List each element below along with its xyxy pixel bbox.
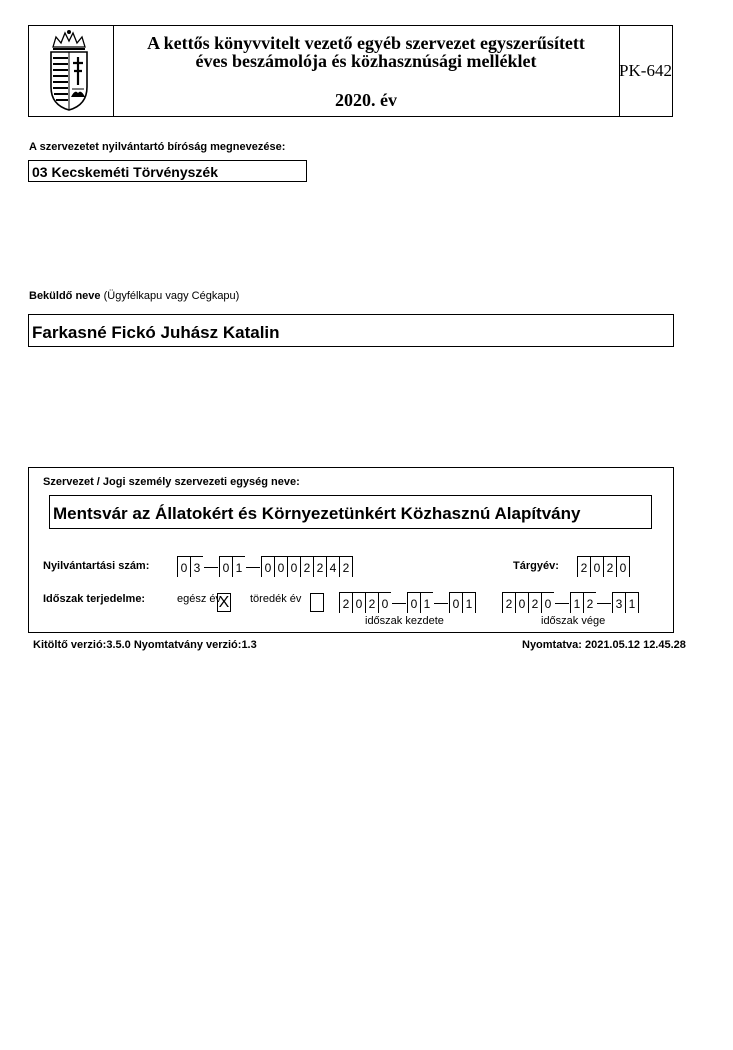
org-name-field[interactable] [49,495,652,529]
digit-box: 1 [570,592,583,613]
digit-box: 3 [190,556,203,577]
digit-box: 2 [339,556,352,577]
form-code-cell [619,26,672,116]
partial-year-checkbox[interactable] [310,593,324,612]
digit-box: 2 [365,592,378,613]
digit-box: 2 [577,556,590,577]
subject-year-label: Tárgyév: [513,560,559,572]
title-cell [113,26,620,116]
partial-year-label: töredék év [250,593,302,605]
dash-separator [246,567,260,568]
digit-box: 2 [603,556,616,577]
organization-section [28,467,674,633]
digit-box: 0 [515,592,528,613]
digit-box: 3 [612,592,625,613]
digit-box: 0 [287,556,300,577]
crest-cell [29,26,114,116]
digit-box: 0 [219,556,232,577]
coat-of-arms-icon [47,29,91,113]
sender-field[interactable] [28,314,674,347]
sender-label [29,290,239,302]
digit-box: 2 [583,592,596,613]
sender-label-bold: Beküldő neve [29,290,101,302]
period-end-caption: időszak vége [541,615,606,627]
digit-box: 2 [313,556,326,577]
digit-box: 2 [528,592,541,613]
digit-box: 0 [407,592,420,613]
digit-box: 1 [625,592,638,613]
dash-separator [555,603,569,604]
form-title-line1: A kettős könyvvitelt vezető egyéb szervezet egyszerűsített [147,33,585,53]
whole-year-checkbox[interactable] [217,593,231,612]
digit-box: 0 [177,556,190,577]
whole-year-mark: X [218,594,230,611]
digit-box: 4 [326,556,339,577]
digit-box: 1 [232,556,245,577]
digit-box: 0 [352,592,365,613]
digit-box-edge [475,592,476,613]
court-label: A szervezetet nyilvántartó bíróság megnevezése: [29,141,286,153]
registration-number-label: Nyilvántartási szám: [43,560,150,572]
digit-box: 2 [300,556,313,577]
org-name-value: Mentsvár az Állatokért és Környezetünkért Közhasznú Alapítvány [53,504,581,523]
dash-separator [597,603,611,604]
digit-box: 0 [616,556,629,577]
digit-box-edge [352,556,353,577]
print-timestamp: Nyomtatva: 2021.05.12 12.45.28 [522,639,686,651]
whole-year-label: egész év [177,593,222,605]
version-info: Kitöltő verzió:3.5.0 Nyomtatvány verzió:1.3 [33,639,257,651]
form-year: 2020. év [335,90,397,110]
digit-box: 0 [449,592,462,613]
dash-separator [434,603,448,604]
form-header [28,25,673,117]
digit-box: 1 [462,592,475,613]
org-label: Szervezet / Jogi személy szervezeti egység neve: [43,476,300,488]
dash-separator [392,603,406,604]
form-code: PK-642 [619,61,672,80]
digit-box: 1 [420,592,433,613]
digit-box: 0 [274,556,287,577]
court-field[interactable] [28,160,307,182]
sender-label-note: (Ügyfélkapu vagy Cégkapu) [103,290,240,302]
digit-box: 2 [502,592,515,613]
digit-box-edge [629,556,630,577]
digit-box: 0 [261,556,274,577]
digit-box-edge [638,592,639,613]
digit-box: 0 [378,592,391,613]
digit-box: 2 [339,592,352,613]
period-start-caption: időszak kezdete [365,615,444,627]
digit-box: 0 [590,556,603,577]
form-title-line2: éves beszámolója és közhasznúsági melléklet [195,51,537,71]
digit-box: 0 [541,592,554,613]
sender-value: Farkasné Fickó Juhász Katalin [32,323,280,342]
court-value: 03 Kecskeméti Törvényszék [32,164,218,180]
period-label: Időszak terjedelme: [43,593,146,605]
dash-separator [204,567,218,568]
